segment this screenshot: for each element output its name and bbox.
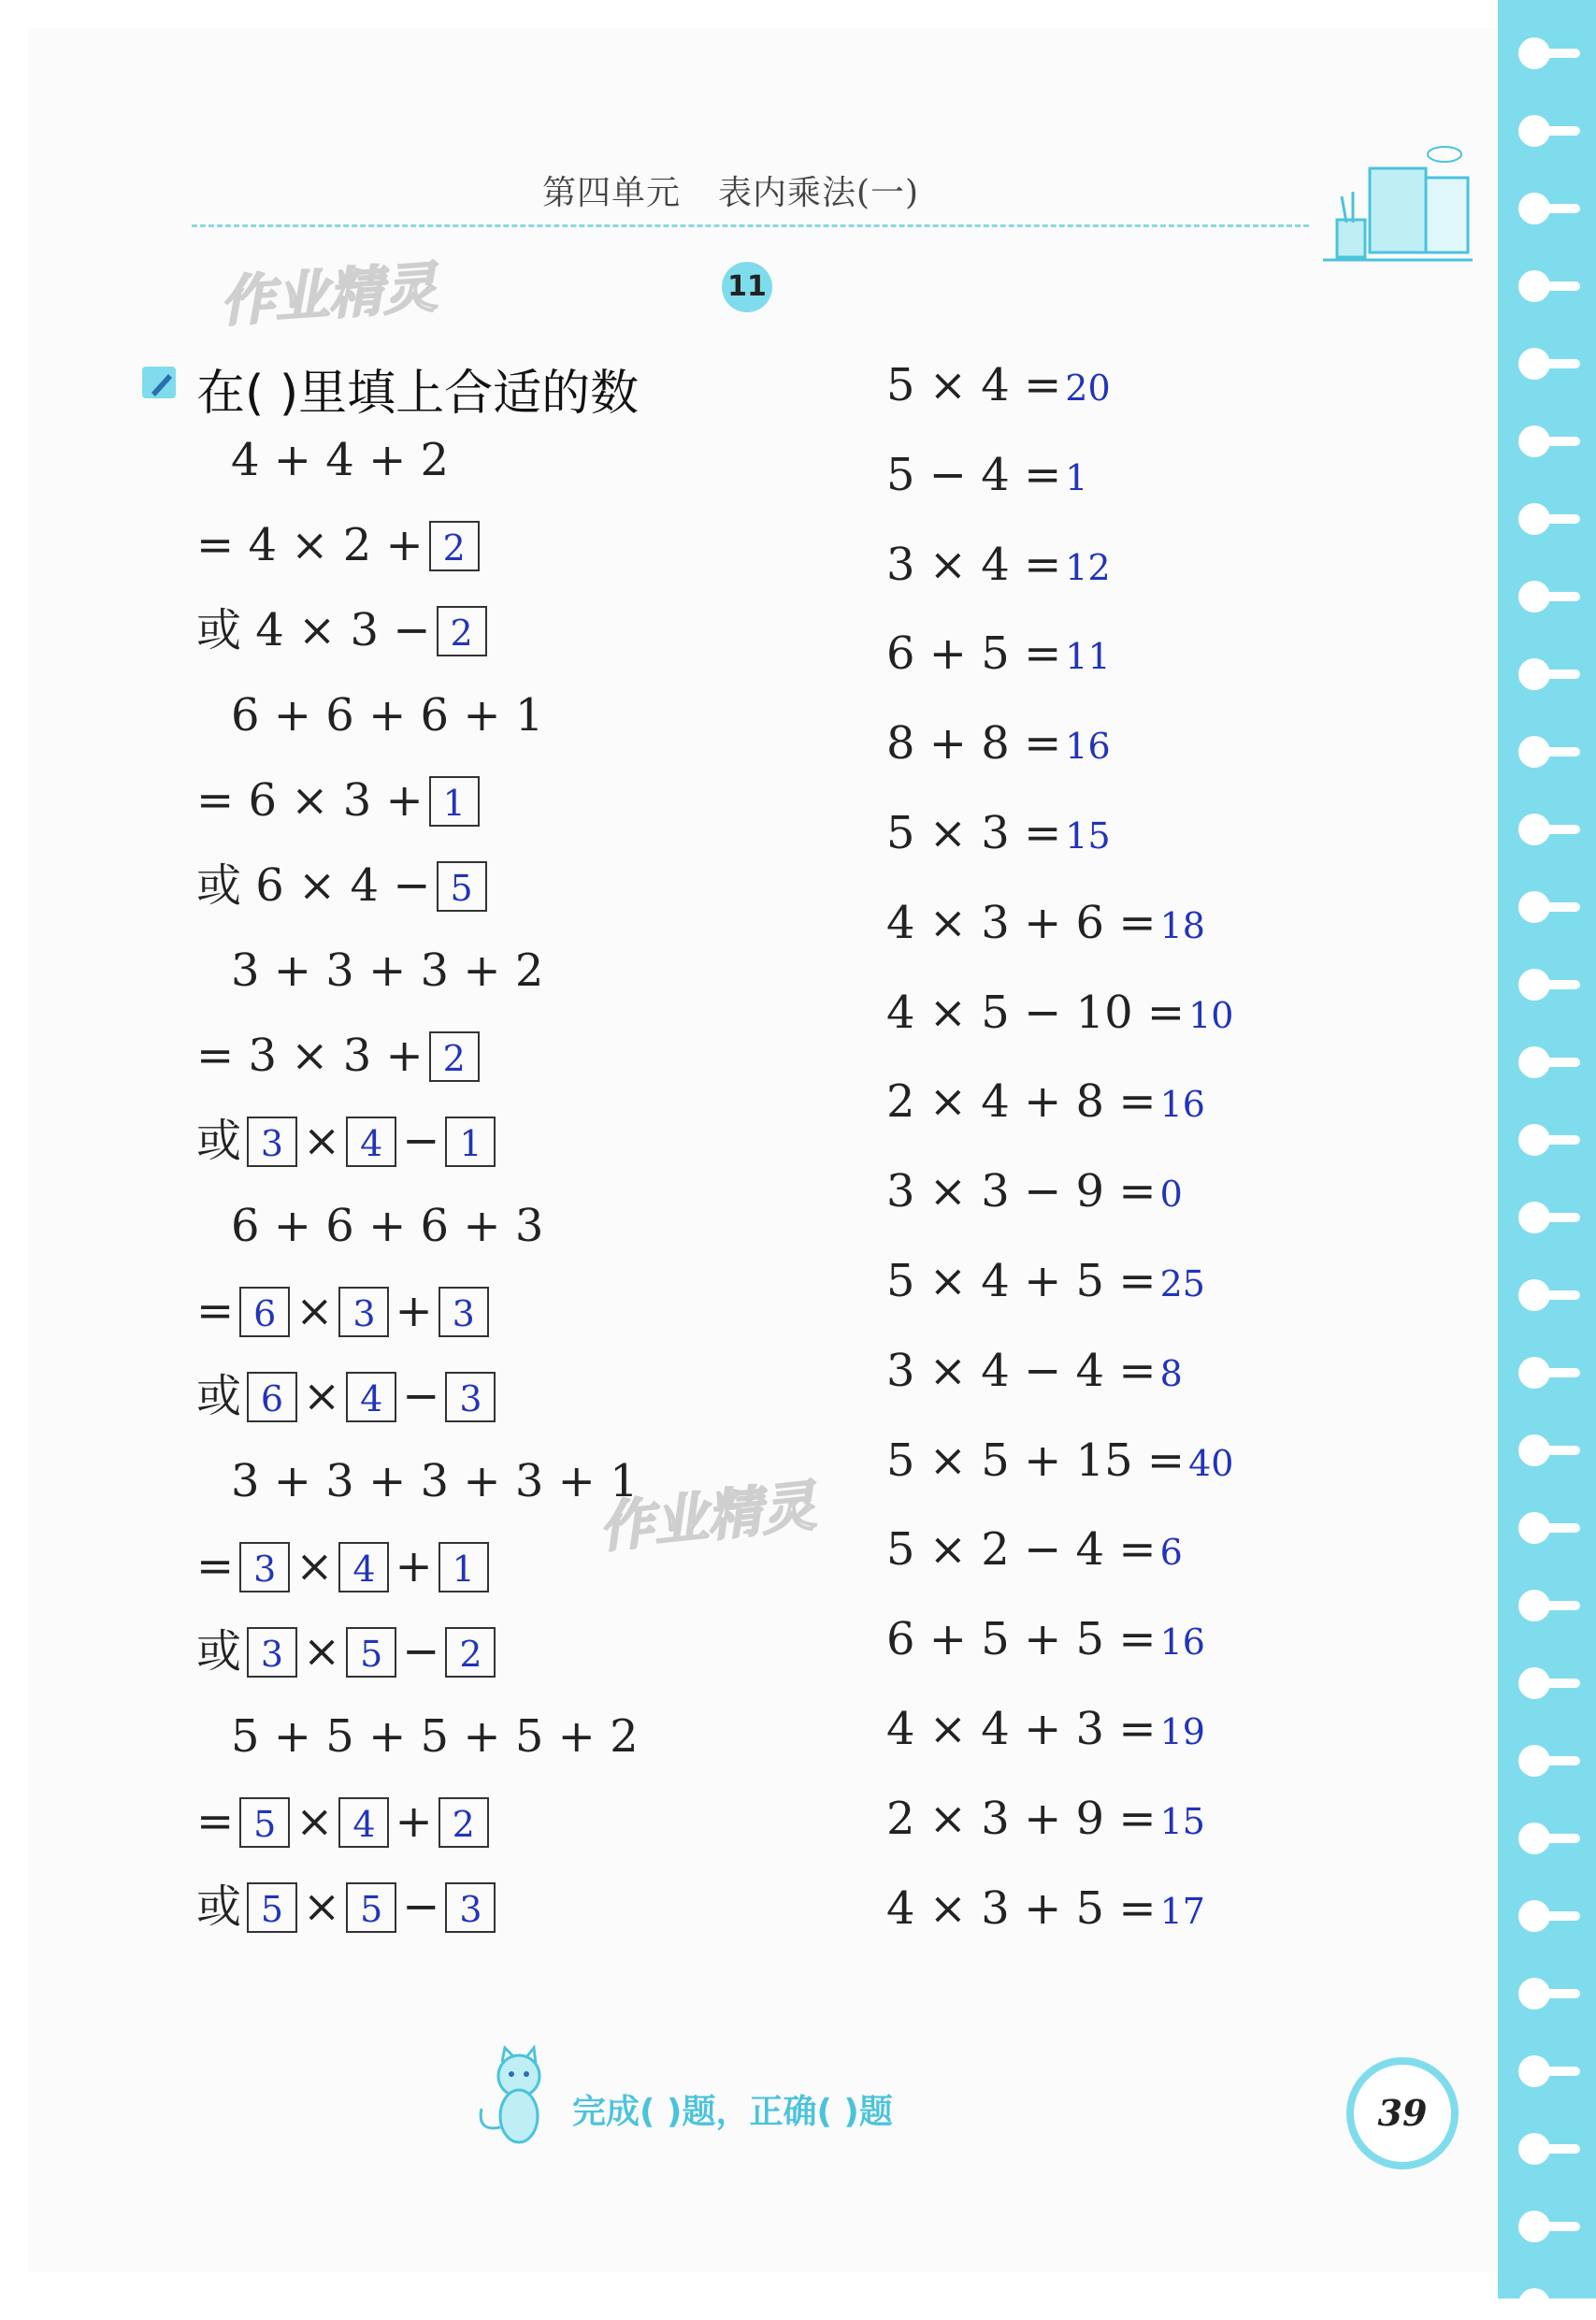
binding-hole bbox=[1518, 2211, 1550, 2242]
fill-in-line bbox=[194, 1283, 493, 1339]
expression-text: 5 + 5 + 5 + 5 + 2 bbox=[231, 1710, 639, 1763]
binding-hole bbox=[1518, 2288, 1550, 2320]
calculation-question: 3 × 4 = bbox=[886, 538, 1062, 591]
binding-hole bbox=[1518, 658, 1550, 690]
calculation-answer[interactable]: 11 bbox=[1065, 636, 1111, 678]
binding-hole bbox=[1518, 503, 1550, 535]
binding-hole bbox=[1518, 1667, 1550, 1699]
answer-box[interactable]: 6 bbox=[247, 1372, 297, 1422]
expression-text: 3 + 3 + 3 + 2 bbox=[231, 944, 544, 997]
calculation-answer[interactable]: 16 bbox=[1065, 726, 1111, 768]
fill-in-line bbox=[194, 1538, 493, 1594]
header-divider bbox=[192, 224, 1309, 227]
cat-icon bbox=[463, 2043, 566, 2151]
expression-text: − bbox=[402, 1370, 440, 1422]
binding-hole bbox=[1518, 1900, 1550, 1932]
watermark: 作业精灵 bbox=[596, 1474, 819, 1560]
page-header bbox=[542, 166, 956, 214]
calculation-answer[interactable]: 10 bbox=[1188, 994, 1234, 1036]
answer-box[interactable]: 1 bbox=[429, 776, 480, 827]
calculation-answer[interactable]: 1 bbox=[1065, 456, 1088, 498]
fill-in-line bbox=[194, 602, 491, 658]
fill-in-line bbox=[194, 1028, 483, 1084]
expression-text: + bbox=[395, 1795, 433, 1848]
calculation-question: 4 × 3 + 6 = bbox=[886, 896, 1157, 949]
calculation-question: 4 × 3 + 5 = bbox=[886, 1881, 1157, 1935]
binding-hole bbox=[1518, 425, 1550, 457]
binding-hole bbox=[1518, 1590, 1550, 1621]
expression-text: = bbox=[196, 1795, 235, 1848]
calculation-question: 2 × 3 + 9 = bbox=[886, 1792, 1157, 1845]
expression-text: − bbox=[402, 1115, 440, 1167]
answer-box[interactable]: 1 bbox=[439, 1542, 489, 1592]
fill-in-line bbox=[194, 1794, 493, 1850]
topic-label: 表内乘法(一) bbox=[718, 174, 920, 212]
expression-text: × bbox=[303, 1625, 341, 1678]
binding-hole bbox=[1518, 1279, 1550, 1311]
fill-in-line bbox=[229, 687, 545, 743]
calculation-answer[interactable]: 0 bbox=[1159, 1174, 1183, 1216]
binding-hole bbox=[1518, 1202, 1550, 1233]
expression-text: × bbox=[295, 1795, 334, 1848]
fill-in-line bbox=[194, 772, 483, 829]
watermark: 作业精灵 bbox=[218, 254, 439, 334]
calculation-question: 5 − 4 = bbox=[886, 448, 1062, 501]
calculation-answer[interactable]: 17 bbox=[1159, 1890, 1205, 1932]
calculation-answer[interactable]: 12 bbox=[1065, 546, 1111, 588]
answer-box[interactable]: 2 bbox=[445, 1627, 496, 1678]
answer-box[interactable]: 4 bbox=[346, 1372, 396, 1422]
binding-hole bbox=[1518, 891, 1550, 923]
binding-hole bbox=[1518, 193, 1550, 224]
calculation-line bbox=[886, 895, 1205, 951]
binding-hole bbox=[1518, 2055, 1550, 2087]
expression-text: × bbox=[295, 1285, 334, 1337]
answer-box[interactable]: 3 bbox=[439, 1287, 489, 1337]
expression-text: × bbox=[303, 1370, 341, 1422]
binding-hole bbox=[1518, 1124, 1550, 1156]
calculation-answer[interactable]: 25 bbox=[1159, 1263, 1205, 1304]
binding-hole bbox=[1518, 270, 1550, 302]
answer-box[interactable]: 2 bbox=[439, 1797, 489, 1848]
binding-hole bbox=[1518, 581, 1550, 612]
answer-box[interactable]: 3 bbox=[239, 1542, 290, 1592]
score-footer: 完成( )题，正确( )题 bbox=[572, 2093, 893, 2131]
fill-in-line bbox=[194, 857, 491, 914]
calculation-question: 6 + 5 + 5 = bbox=[886, 1613, 1157, 1666]
expression-text: 或 6 × 4 − bbox=[196, 859, 431, 912]
calculation-answer[interactable]: 40 bbox=[1188, 1442, 1234, 1484]
answer-box[interactable]: 5 bbox=[437, 861, 487, 912]
calculation-line bbox=[886, 626, 1111, 682]
calculation-answer[interactable]: 15 bbox=[1065, 815, 1111, 857]
calculation-question: 5 × 5 + 15 = bbox=[886, 1434, 1186, 1487]
answer-box[interactable]: 3 bbox=[445, 1882, 496, 1933]
expression-text: = 4 × 2 + bbox=[196, 519, 424, 571]
calculation-answer[interactable]: 20 bbox=[1065, 367, 1111, 409]
calculation-question: 3 × 3 − 9 = bbox=[886, 1165, 1157, 1218]
spiral-binding bbox=[1498, 0, 1596, 2298]
calculation-answer[interactable]: 15 bbox=[1159, 1800, 1205, 1842]
binding-hole bbox=[1518, 1046, 1550, 1078]
binding-hole bbox=[1518, 814, 1550, 845]
answer-box[interactable]: 5 bbox=[247, 1882, 297, 1933]
page-number: 39 bbox=[1346, 2057, 1459, 2169]
expression-text: 4 + 4 + 2 bbox=[231, 434, 450, 486]
binding-hole bbox=[1518, 1434, 1550, 1466]
binding-hole bbox=[1518, 1745, 1550, 1777]
fill-in-line bbox=[229, 432, 451, 488]
calculation-line bbox=[886, 985, 1233, 1041]
answer-box[interactable]: 5 bbox=[346, 1627, 396, 1678]
answer-box[interactable]: 3 bbox=[247, 1627, 297, 1678]
calculation-line bbox=[886, 1701, 1205, 1757]
expression-text: 或 4 × 3 − bbox=[196, 604, 431, 656]
answer-box[interactable]: 5 bbox=[239, 1797, 290, 1848]
expression-text: 6 + 6 + 6 + 3 bbox=[231, 1200, 544, 1252]
answer-box[interactable]: 3 bbox=[247, 1117, 297, 1167]
calculation-question: 4 × 5 − 10 = bbox=[886, 986, 1186, 1039]
calculation-line bbox=[886, 1343, 1183, 1399]
binding-hole bbox=[1518, 348, 1550, 380]
binding-hole bbox=[1518, 1357, 1550, 1389]
binding-hole bbox=[1518, 37, 1550, 69]
binding-hole bbox=[1518, 969, 1550, 1001]
expression-text: 或 bbox=[196, 1880, 242, 1933]
answer-box[interactable]: 5 bbox=[346, 1882, 396, 1933]
fill-in-line bbox=[194, 1623, 499, 1679]
calculation-question: 5 × 4 = bbox=[886, 359, 1062, 411]
calculation-line bbox=[886, 805, 1111, 861]
answer-box[interactable]: 2 bbox=[429, 521, 480, 571]
calculation-line bbox=[886, 447, 1087, 503]
answer-box[interactable]: 1 bbox=[445, 1117, 496, 1167]
calculation-line bbox=[886, 537, 1111, 593]
binding-hole bbox=[1518, 1978, 1550, 2010]
binding-hole bbox=[1518, 2133, 1550, 2165]
answer-box[interactable]: 2 bbox=[437, 606, 487, 656]
calculation-answer[interactable]: 16 bbox=[1159, 1084, 1205, 1126]
calculation-answer[interactable]: 8 bbox=[1159, 1352, 1183, 1394]
expression-text: 6 + 6 + 6 + 1 bbox=[231, 689, 544, 742]
expression-text: = 3 × 3 + bbox=[196, 1030, 424, 1082]
calculation-question: 2 × 4 + 8 = bbox=[886, 1075, 1157, 1129]
answer-box[interactable]: 6 bbox=[239, 1287, 290, 1337]
section-title: 在( )里填上合适的数 bbox=[196, 366, 640, 422]
binding-hole bbox=[1518, 115, 1550, 147]
calculation-question: 8 + 8 = bbox=[886, 717, 1062, 771]
calculation-line bbox=[886, 1880, 1205, 1937]
calculation-line bbox=[886, 1433, 1233, 1489]
expression-text: − bbox=[402, 1625, 440, 1678]
desk-illustration-icon bbox=[1323, 140, 1482, 281]
calculation-answer[interactable]: 18 bbox=[1159, 904, 1205, 946]
calculation-line bbox=[886, 1253, 1205, 1309]
calculation-line bbox=[886, 1521, 1183, 1578]
fill-in-line bbox=[194, 1368, 499, 1424]
fill-in-line bbox=[229, 1198, 545, 1254]
answer-box[interactable]: 4 bbox=[338, 1542, 389, 1592]
expression-text: × bbox=[303, 1880, 341, 1933]
expression-text: × bbox=[303, 1115, 341, 1167]
answer-box[interactable]: 2 bbox=[429, 1031, 480, 1082]
expression-text: × bbox=[295, 1540, 334, 1592]
calculation-line bbox=[886, 1611, 1205, 1667]
question-number-badge: 11 bbox=[722, 262, 772, 312]
answer-box[interactable]: 3 bbox=[445, 1372, 496, 1422]
calculation-answer[interactable]: 19 bbox=[1159, 1711, 1205, 1752]
calculation-line bbox=[886, 1791, 1205, 1847]
expression-text: = 6 × 3 + bbox=[196, 774, 424, 827]
answer-box[interactable]: 3 bbox=[338, 1287, 389, 1337]
unit-label: 第四单元 bbox=[542, 174, 682, 212]
calculation-line bbox=[886, 1074, 1205, 1130]
calculation-question: 5 × 4 + 5 = bbox=[886, 1255, 1157, 1307]
pencil-icon bbox=[140, 365, 181, 402]
calculation-line bbox=[886, 715, 1111, 771]
fill-in-line bbox=[229, 1453, 640, 1509]
calculation-line bbox=[886, 1163, 1183, 1219]
expression-text: 或 bbox=[196, 1370, 242, 1422]
calculation-question: 5 × 3 = bbox=[886, 807, 1062, 859]
calculation-line bbox=[886, 357, 1111, 413]
calculation-question: 3 × 4 − 4 = bbox=[886, 1344, 1157, 1397]
expression-text: = bbox=[196, 1285, 235, 1337]
fill-in-line bbox=[194, 1113, 499, 1169]
fill-in-line bbox=[194, 1879, 499, 1935]
expression-text: = bbox=[196, 1540, 235, 1592]
answer-box[interactable]: 4 bbox=[338, 1797, 389, 1848]
calculation-question: 6 + 5 = bbox=[886, 627, 1062, 681]
expression-text: 或 bbox=[196, 1625, 242, 1678]
calculation-question: 4 × 4 + 3 = bbox=[886, 1703, 1157, 1755]
binding-hole bbox=[1518, 736, 1550, 768]
calculation-question: 5 × 2 − 4 = bbox=[886, 1523, 1157, 1577]
expression-text: 3 + 3 + 3 + 3 + 1 bbox=[231, 1455, 639, 1507]
expression-text: + bbox=[395, 1285, 433, 1337]
binding-hole bbox=[1518, 1512, 1550, 1544]
binding-hole bbox=[1518, 1823, 1550, 1854]
calculation-answer[interactable]: 16 bbox=[1159, 1621, 1205, 1664]
expression-text: + bbox=[395, 1540, 433, 1592]
fill-in-line bbox=[194, 517, 483, 573]
calculation-answer[interactable]: 6 bbox=[1159, 1532, 1183, 1574]
fill-in-line bbox=[229, 943, 545, 999]
answer-box[interactable]: 4 bbox=[346, 1117, 396, 1167]
expression-text: − bbox=[402, 1880, 440, 1933]
expression-text: 或 bbox=[196, 1115, 242, 1167]
fill-in-line bbox=[229, 1708, 640, 1765]
